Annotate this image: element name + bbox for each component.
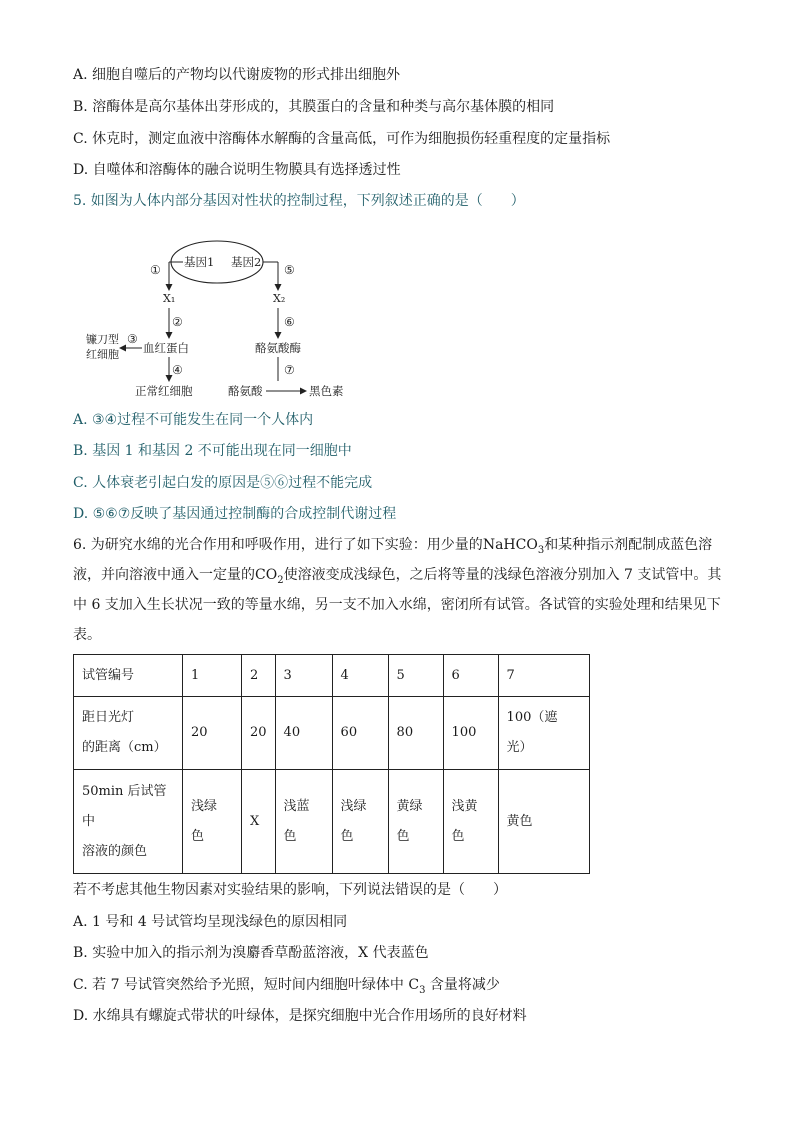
q4-option-d: D. 自噬体和溶酶体的融合说明生物膜具有选择透过性 [73,162,401,178]
q4-option-a: A. 细胞自噬后的产物均以代谢废物的形式排出细胞外 [73,67,401,83]
table-cell: 40 [275,697,332,770]
q6-option-d: D. 水绵具有螺旋式带状的叶绿体，是探究细胞中光合作用场所的良好材料 [73,1008,527,1024]
row-header: 试管编号 [74,655,183,697]
table-cell: 浅蓝 色 [275,770,332,874]
x1-label: X₁ [163,292,176,305]
table-cell: 4 [332,655,388,697]
q4-option-b: B. 溶酶体是高尔基体出芽形成的，其膜蛋白的含量和种类与高尔基体膜的相同 [73,99,555,115]
q5-stem: 5. 如图为人体内部分基因对性状的控制过程，下列叙述正确的是（ ） [73,193,525,209]
step3-label: ③ [127,332,138,346]
hemoglobin-label: 血红蛋白 [143,341,189,355]
normal-rbc-label: 正常红细胞 [135,384,193,398]
sickle-cell-line2: 红细胞 [86,348,119,361]
q6-stem: 6. 为研究水绵的光合作用和呼吸作用，进行了如下实验：用少量的NaHCO$_3$和某种指示剂配制成蓝色溶液，并向溶液中通入一定量的$CO_2$使溶液变成浅绿色，之后将等量的浅绿色溶液分别加入 7 支试管中。其中 6 支加入生长状况一致的等量水绵，另一支不加入水绵，密闭所有试管。各试管的实验处理和结果见下表。 [73,537,722,643]
step2-label: ② [172,315,183,329]
table-cell: 7 [498,655,589,697]
table-cell: 1 [183,655,242,697]
gene-control-diagram [80,238,380,403]
q5-option-a: A. ③④过程不可能发生在同一个人体内 [73,412,314,428]
table-cell: 5 [388,655,443,697]
experiment-table [73,654,590,874]
table-cell: 20 [242,697,276,770]
table-cell: 2 [242,655,276,697]
table-cell: 浅绿 色 [332,770,388,874]
table-cell: 黄色 [498,770,589,874]
table-row [74,697,590,770]
table-cell: 黄绿 色 [388,770,443,874]
q5-option-b: B. 基因 1 和基因 2 不可能出现在同一细胞中 [73,443,352,459]
table-cell: 浅绿 色 [183,770,242,874]
row-header: 距日光灯 的距离（cm） [74,697,183,770]
table-cell: 60 [332,697,388,770]
row-header: 50min 后试管 中 溶液的颜色 [74,770,183,874]
table-cell: 浅黄 色 [443,770,498,874]
table-row [74,655,590,697]
step5-label: ⑤ [284,263,295,277]
step1-label: ① [150,263,161,277]
q5-option-d: D. ⑤⑥⑦反映了基因通过控制酶的合成控制代谢过程 [73,506,397,522]
q6-option-c: C. 若 7 号试管突然给予光照，短时间内细胞叶绿体中 $C_3$ 含量将减少 [73,977,500,996]
gene2-label: 基因2 [231,255,262,269]
table-cell: 100（遮 光） [498,697,589,770]
q4-option-c: C. 休克时，测定血液中溶酶体水解酶的含量高低，可作为细胞损伤轻重程度的定量指标 [73,131,611,147]
melanin-label: 黑色素 [309,384,344,398]
table-cell: 3 [275,655,332,697]
step7-label: ⑦ [284,363,295,377]
q5-option-c: C. 人体衰老引起白发的原因是⑤⑥过程不能完成 [73,475,373,491]
step4-label: ④ [172,363,183,377]
q6-option-b: B. 实验中加入的指示剂为溴麝香草酚蓝溶液，X 代表蓝色 [73,945,429,961]
table-cell: 80 [388,697,443,770]
step6-label: ⑥ [284,315,295,329]
tyrosinase-label: 酪氨酸酶 [255,341,301,355]
sickle-cell-line1: 镰刀型 [86,333,119,346]
table-cell: 20 [183,697,242,770]
x2-label: X₂ [273,292,286,305]
gene1-label: 基因1 [184,255,215,269]
tyrosine-label: 酪氨酸 [228,384,263,398]
table-cell: 6 [443,655,498,697]
table-row [74,770,590,874]
table-cell: X [242,770,276,874]
q6-option-a: A. 1 号和 4 号试管均呈现浅绿色的原因相同 [73,914,348,930]
table-cell: 100 [443,697,498,770]
q6-question: 若不考虑其他生物因素对实验结果的影响，下列说法错误的是（ ） [73,882,507,898]
